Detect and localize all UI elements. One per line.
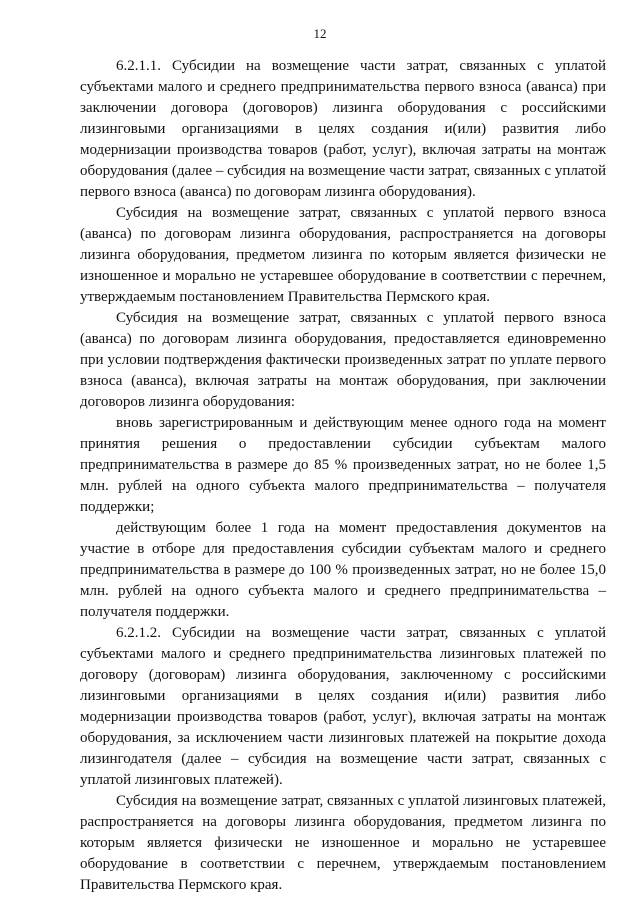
paragraph-advance-conditions: Субсидия на возмещение затрат, связанных с уплатой первого взноса (аванса) по договорам лизинга оборудования, предоставляется единовременно при условии подтверждения фактически произведенных затрат по уплате первого взноса (аванса), включая затраты на монтаж оборудования, при заключении договоров лизинга оборудования: xyxy=(80,310,606,410)
paragraph-advance-scope: Субсидия на возмещение затрат, связанных с уплатой первого взноса (аванса) по договорам лизинга оборудования, распространяется на договоры лизинга оборудования, предметом лизинга по которым является физически не изношенное и морально не устаревшее оборудование в соответствии с перечнем, утверждаемым постановлением Правительства Пермского края. xyxy=(80,205,606,305)
paragraph-existing-over-year: действующим более 1 года на момент предоставления документов на участие в отборе для предоставления субсидии субъектам малого и среднего предпринимательства в размере до 100 % произведенных затрат, но не более 15,0 млн. рублей на одного субъекта малого и среднего предпринимательства – получателя поддержки. xyxy=(80,520,606,620)
document-body xyxy=(80,56,606,896)
paragraph-6-2-1-1: 6.2.1.1. Субсидии на возмещение части затрат, связанных с уплатой субъектами малого и среднего предпринимательства первого взноса (аванса) при заключении договора (договоров) лизинга оборудования с российскими лизинговыми организациями в целях создания и(или) развития либо модернизации производства товаров (работ, услуг), включая затраты на монтаж оборудования (далее – субсидия на возмещение части затрат, связанных с уплатой первого взноса (аванса) по договорам лизинга оборудования). xyxy=(80,58,606,200)
paragraph-leasing-scope: Субсидия на возмещение затрат, связанных с уплатой лизинговых платежей, распространяется на договоры лизинга оборудования, предметом лизинга по которым является физически не изношенное и морально не устаревшее оборудование в соответствии с перечнем, утверждаемым постановлением Правительства Пермского края. xyxy=(80,793,606,893)
page-number: 12 xyxy=(313,26,327,41)
paragraph-6-2-1-2: 6.2.1.2. Субсидии на возмещение части затрат, связанных с уплатой субъектами малого и среднего предпринимательства лизинговых платежей по договору (договорам) лизинга оборудования, заключенному с российскими лизинговыми организациями в целях создания и(или) развития либо модернизации производства товаров (работ, услуг), включая затраты на монтаж оборудования, за исключением части лизинговых платежей на покрытие дохода лизингодателя (далее – субсидия на возмещение части затрат, связанных с уплатой лизинговых платежей). xyxy=(80,625,606,788)
paragraph-new-registered: вновь зарегистрированным и действующим менее одного года на момент принятия решения о предоставлении субсидии субъектам малого предпринимательства в размере до 85 % произведенных затрат, но не более 1,5 млн. рублей на одного субъекта малого предпринимательства – получателя поддержки; xyxy=(80,415,606,515)
